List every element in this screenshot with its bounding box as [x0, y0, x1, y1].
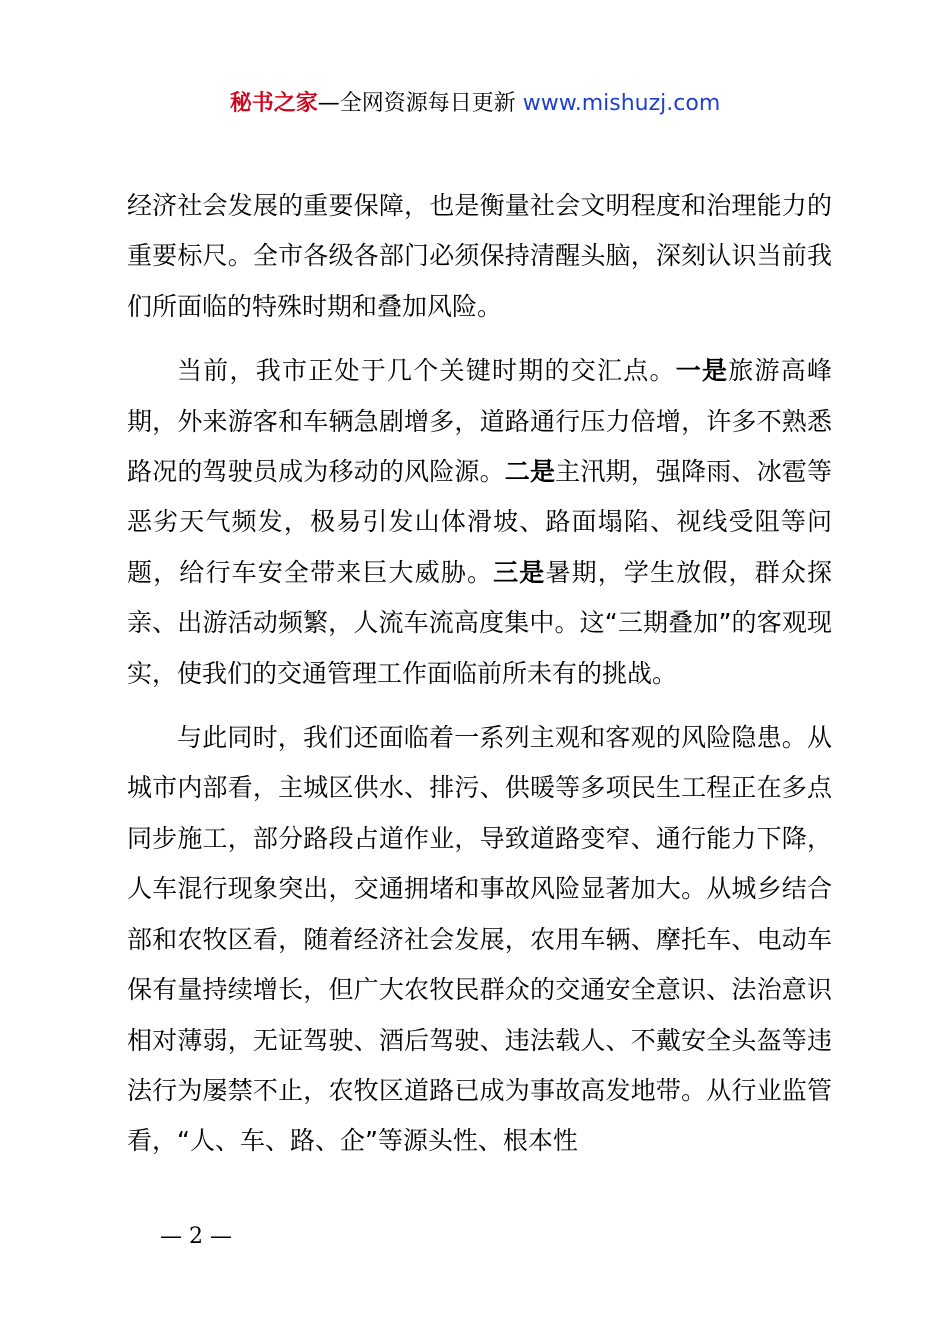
paragraph-1 [127, 181, 832, 332]
paragraph-text: 主汛期，强降雨、冰雹等恶劣天气频发，极易引发山体滑坡、路面塌陷、视线受阻等问题，给行车安全带来巨大威胁。 [127, 457, 832, 587]
site-tagline: —全网资源每日更新 [317, 91, 523, 116]
paragraph-2 [127, 346, 832, 699]
site-header [0, 86, 950, 122]
emphasis-third: 三是 [493, 557, 546, 587]
emphasis-first: 一是 [675, 356, 729, 386]
document-body [127, 181, 832, 1167]
paragraph-text: 暑期，学生放假，群众探亲、出游活动频繁，人流车流高度集中。这“三期叠加”的客观现实，使我们的交通管理工作面临前所未有的挑战。 [127, 557, 832, 688]
page-number: — 2 — [160, 1224, 232, 1249]
paragraph-text: 与此同时，我们还面临着一系列主观和客观的风险隐患。从城市内部看，主城区供水、排污、供暖等多项民生工程正在多点同步施工，部分路段占道作业，导致道路变窄、通行能力下降，人车混行现象突出，交通拥堵和事故风险显著加大。从城乡结合部和农牧区看，随着经济社会发展，农用车辆、摩托车、电动车保有量持续增长，但广大农牧民群众的交通安全意识、法治意识相对薄弱，无证驾驶、酒后驾驶、违法载人、不戴安全头盔等违法行为屡禁不止，农牧区道路已成为事故高发地带。从行业监管看，“人、车、路、企”等源头性、根本性 [127, 723, 832, 1156]
site-url-link[interactable]: www.mishuzj.com [522, 91, 721, 116]
paragraph-3 [127, 713, 832, 1167]
paragraph-text: 当前，我市正处于几个关键时期的交汇点。 [177, 356, 676, 386]
emphasis-second: 二是 [504, 457, 556, 487]
paragraph-text: 旅游高峰期，外来游客和车辆急剧增多，道路通行压力倍增，许多不熟悉路况的驾驶员成为移动的风险源。 [127, 356, 832, 487]
site-brand: 秘书之家 [229, 91, 318, 116]
paragraph-text: 经济社会发展的重要保障，也是衡量社会文明程度和治理能力的重要标尺。全市各级各部门必须保持清醒头脑，深刻认识当前我们所面临的特殊时期和叠加风险。 [127, 191, 832, 321]
